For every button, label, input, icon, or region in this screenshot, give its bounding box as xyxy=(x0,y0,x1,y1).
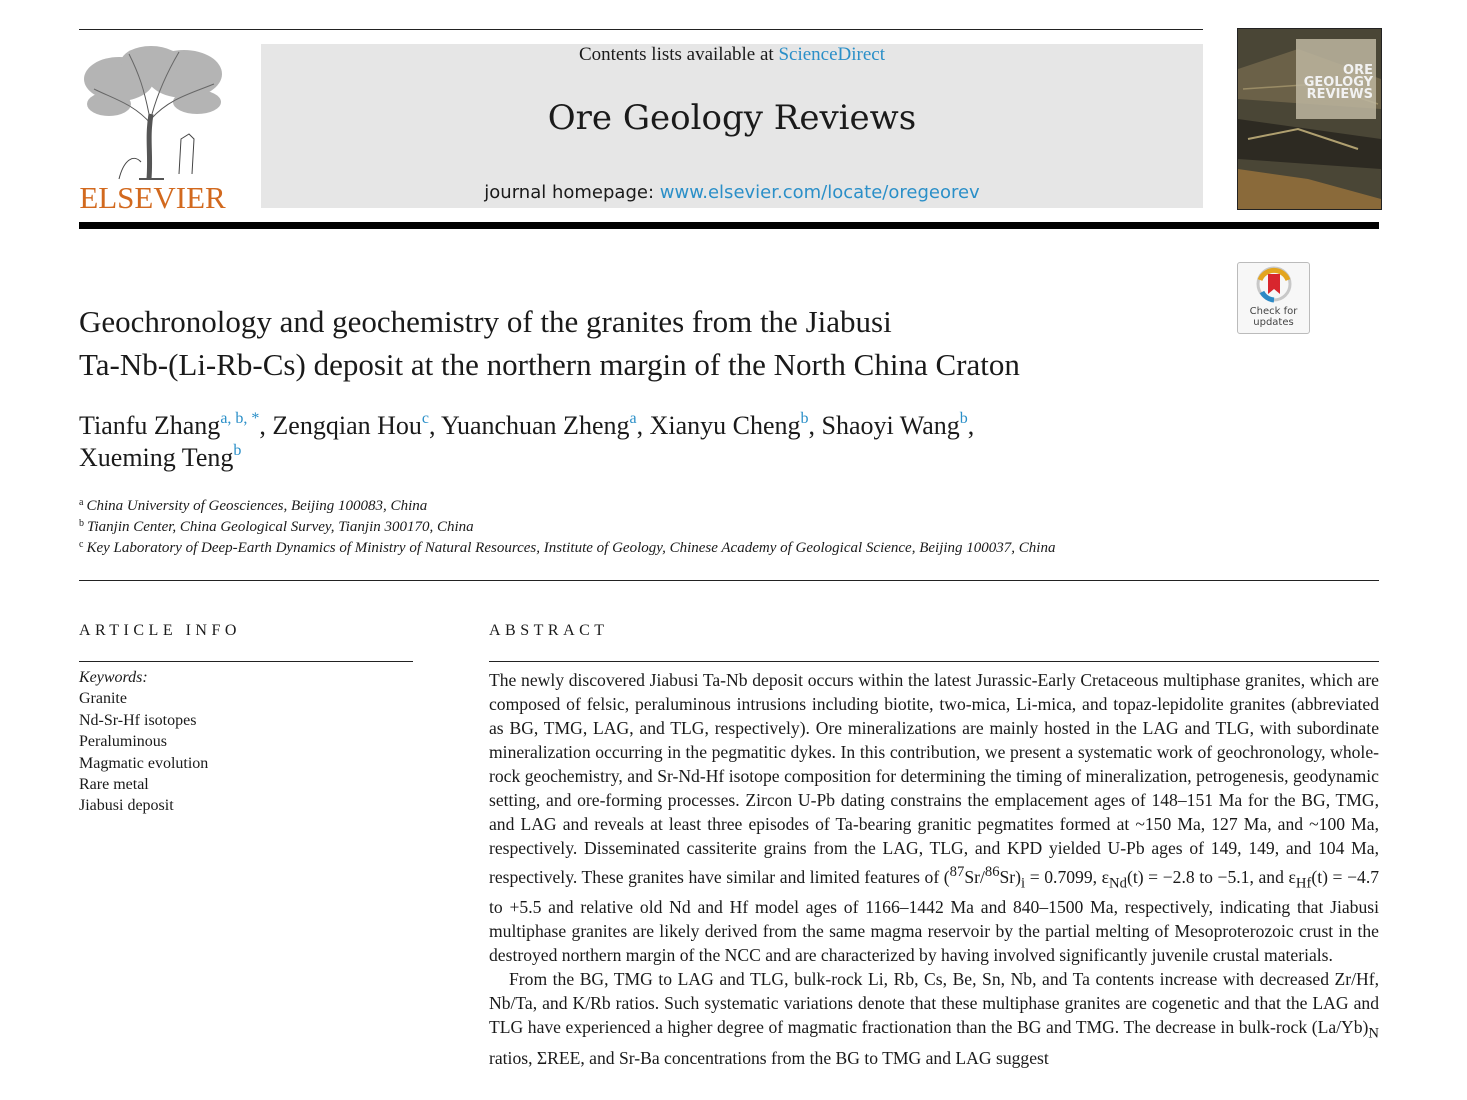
affiliation-mark: b xyxy=(79,518,84,529)
keyword: Granite xyxy=(79,690,127,708)
article-title xyxy=(79,300,1219,386)
cover-image-icon xyxy=(1238,29,1381,209)
abstract-text: ratios, ΣREE, and Sr-Ba concentrations from the BG to TMG and LAG suggest xyxy=(489,1047,1049,1068)
tree-icon xyxy=(79,44,226,184)
affiliation xyxy=(79,517,1279,538)
check-for-updates-button[interactable] xyxy=(1237,262,1310,334)
subscript: Nd xyxy=(1109,875,1127,892)
isotope-superscript: 86 xyxy=(984,864,1000,880)
homepage-prefix: journal homepage: xyxy=(484,182,660,203)
author-affiliation-marks[interactable]: a xyxy=(629,410,637,427)
author-affiliation-marks[interactable]: a, b, * xyxy=(220,410,260,427)
contents-prefix: Contents lists available at xyxy=(578,44,779,65)
subscript: N xyxy=(1368,1025,1379,1042)
author-affiliation-marks[interactable]: c xyxy=(421,410,429,427)
author[interactable] xyxy=(822,411,975,440)
abstract-text: (t) = −2.8 to −5.1, and ε xyxy=(1126,866,1296,887)
affiliation xyxy=(79,538,1279,559)
cover-title-line: ORE xyxy=(1343,63,1373,78)
article-title-line: Ta-Nb-(Li-Rb-Cs) deposit at the northern margin of the North China Craton xyxy=(79,347,1020,382)
abstract-text: (t) = −4.7 to +5.5 and relative old Nd and Hf model ages of 1166–1442 Ma and 840–1500 Ma, respectively, indicating that Jiabusi multiphase granites are likely derived from the same magma reservoir by the partial melting of Mesoproterozoic crust in the destroyed northern margin of the NCC and are characterized by having involved significantly juvenile crustal materials. xyxy=(489,866,1380,966)
top-rule xyxy=(79,29,1203,30)
keywords-label: Keywords: xyxy=(79,669,148,686)
check-updates-line: Check for xyxy=(1249,306,1298,317)
header-thick-rule xyxy=(79,222,1379,229)
affiliation-text: Tianjin Center, China Geological Survey, Tianjin 300170, China xyxy=(87,519,474,535)
author-affiliation-marks[interactable]: b xyxy=(233,442,242,459)
keyword: Peraluminous xyxy=(79,733,167,751)
abstract-body xyxy=(489,668,1379,1070)
article-title-line: Geochronology and geochemistry of the granites from the Jiabusi xyxy=(79,304,892,339)
check-updates-line: updates xyxy=(1253,317,1294,328)
subscript: Hf xyxy=(1295,875,1312,892)
affiliation-text: Key Laboratory of Deep-Earth Dynamics of Ministry of Natural Resources, Institute of Geology, Chinese Academy of Geological Science, Beijing 100037, China xyxy=(86,540,1056,556)
abstract-text: From the BG, TMG to LAG and TLG, bulk-rock Li, Rb, Cs, Be, Sn, Nb, and Ta contents increase with decreased Zr/Hf, Nb/Ta, and K/Rb ratios. Such systematic variations denote that these multiphase granites are cogenetic and that the LAG and TLG have experienced a higher degree of magmatic fractionation than the BG and TMG. The decrease in bulk-rock (La/Yb) xyxy=(489,969,1379,1038)
author-name: Zengqian Hou xyxy=(272,411,422,440)
affiliation-mark: c xyxy=(79,539,84,550)
subscript: i xyxy=(1021,875,1026,892)
keyword: Rare metal xyxy=(79,776,149,794)
sciencedirect-link[interactable]: ScienceDirect xyxy=(778,44,886,65)
author-name: Xueming Teng xyxy=(79,443,234,472)
keyword: Jiabusi deposit xyxy=(79,797,174,815)
affiliation-list xyxy=(79,496,1279,559)
article-info-heading: ARTICLE INFO xyxy=(79,622,241,639)
author[interactable] xyxy=(441,411,650,440)
homepage-line xyxy=(261,182,1203,203)
author[interactable] xyxy=(79,411,272,440)
cover-title-line: GEOLOGY xyxy=(1303,75,1373,90)
author-affiliation-marks[interactable]: b xyxy=(959,410,968,427)
author-name: Xianyu Cheng xyxy=(649,411,801,440)
author-name: Yuanchuan Zheng xyxy=(441,411,630,440)
isotope-superscript: 87 xyxy=(949,864,965,880)
article-info-rule xyxy=(79,661,413,662)
author-separator: , xyxy=(808,411,822,440)
affiliation-text: China University of Geosciences, Beijing 100083, China xyxy=(86,498,428,514)
author-separator: , xyxy=(636,411,650,440)
author[interactable] xyxy=(272,411,441,440)
homepage-link[interactable]: www.elsevier.com/locate/oregeorev xyxy=(659,182,980,203)
keywords-list xyxy=(79,667,413,817)
author[interactable] xyxy=(650,411,822,440)
cover-title-line: REVIEWS xyxy=(1306,87,1373,102)
abstract-text: Sr) xyxy=(999,866,1022,887)
affiliation-mark: a xyxy=(79,497,84,508)
journal-title: Ore Geology Reviews xyxy=(547,98,917,138)
abstract-text: = 0.7099, ε xyxy=(1025,866,1110,887)
cover-title xyxy=(1304,65,1373,101)
author-separator: , xyxy=(429,411,442,440)
check-updates-label xyxy=(1238,306,1309,328)
abstract-text: Sr/ xyxy=(964,866,985,887)
affiliation xyxy=(79,496,1279,517)
abstract-heading: ABSTRACT xyxy=(489,622,609,639)
abstract-paragraph xyxy=(489,967,1379,1070)
author-name: Tianfu Zhang xyxy=(79,411,221,440)
author-list xyxy=(79,410,1219,474)
contents-line xyxy=(261,44,1203,66)
crossmark-icon xyxy=(1256,266,1292,306)
author-separator: , xyxy=(259,411,273,440)
keyword: Magmatic evolution xyxy=(79,754,209,772)
affiliation-rule xyxy=(79,580,1379,581)
publisher-name: ELSEVIER xyxy=(79,180,226,215)
keyword: Nd-Sr-Hf isotopes xyxy=(79,711,197,729)
author-affiliation-marks[interactable]: b xyxy=(800,410,809,427)
author-name: Shaoyi Wang xyxy=(821,411,960,440)
journal-cover[interactable] xyxy=(1237,28,1382,210)
author[interactable] xyxy=(79,443,241,472)
abstract-text: The newly discovered Jiabusi Ta-Nb deposit occurs within the latest Jurassic-Early Cretaceous multiphase granites, which are composed of felsic, peraluminous intrusions including biotite, two-mica, Li-mica, and topaz-lepidolite granites (abbreviated as BG, TMG, LAG, and TLG, respectively). Ore mineralizations are mainly hosted in the LAG and TLG, with subordinate mineralization occurring in the pegmatitic dykes. In this contribution, we present a systematic work of geochronology, whole-rock geochemistry, and Sr-Nd-Hf isotope composition for determining the timing of mineralization, petrogenesis, geodynamic setting, and ore-forming processes. Zircon U-Pb dating constrains the emplacement ages of 148–151 Ma for the BG, TMG, and LAG and reveals at least three episodes of Ta-bearing granitic pegmatites formed at ~150 Ma, 127 Ma, and ~100 Ma, respectively. Disseminated cassiterite grains from the LAG, TLG, and KPD yielded U-Pb ages of 149, 149, and 104 Ma, respectively. These granites have similar and limited features of ( xyxy=(489,670,1379,887)
author-separator: , xyxy=(967,411,975,440)
abstract-paragraph xyxy=(489,668,1379,967)
abstract-rule xyxy=(489,661,1379,662)
